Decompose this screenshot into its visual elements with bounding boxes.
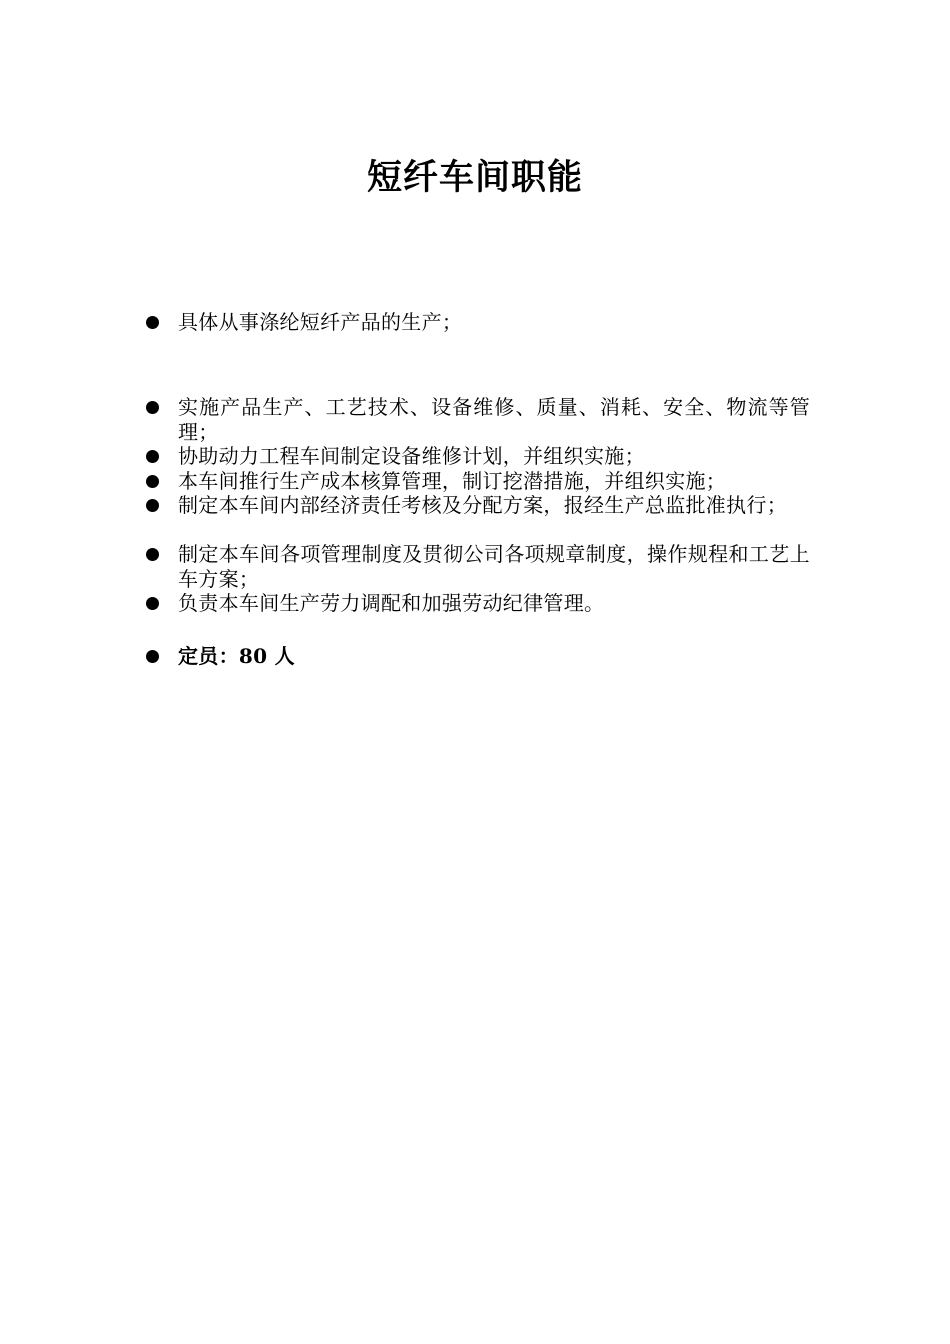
page-title: 短纤车间职能 — [366, 158, 583, 198]
list-item-text: 制定本车间内部经济责任考核及分配方案，报经生产总监批准执行； — [178, 493, 787, 517]
bullet-icon — [146, 650, 159, 663]
staffing-text: 定员：80 人 — [178, 644, 295, 668]
list-item — [146, 444, 810, 469]
list-item — [146, 591, 810, 616]
bullet-icon — [146, 475, 159, 488]
bullet-icon — [146, 499, 159, 512]
list-item-text: 制定本车间各项管理制度及贯彻公司各项规章制度，操作规程和工艺上车方案； — [178, 542, 810, 591]
list-item — [146, 395, 810, 444]
list-item-text: 具体从事涤纶短纤产品的生产； — [178, 310, 463, 334]
bullet-icon — [146, 316, 159, 329]
list-item-text: 实施产品生产、工艺技术、设备维修、质量、消耗、安全、物流等管理； — [178, 395, 810, 444]
bullet-icon — [146, 450, 159, 463]
list-item-text: 负责本车间生产劳力调配和加强劳动纪律管理。 — [178, 591, 605, 615]
list-item — [146, 493, 810, 518]
staffing-item — [146, 644, 810, 669]
bullet-icon — [146, 597, 159, 610]
list-item — [146, 469, 810, 494]
list-item — [146, 542, 810, 591]
list-item-text: 本车间推行生产成本核算管理，制订挖潜措施，并组织实施； — [178, 469, 727, 493]
list-item-text: 协助动力工程车间制定设备维修计划，并组织实施； — [178, 444, 645, 468]
list-item — [146, 310, 810, 335]
bullet-icon — [146, 401, 159, 414]
bullet-icon — [146, 548, 159, 561]
